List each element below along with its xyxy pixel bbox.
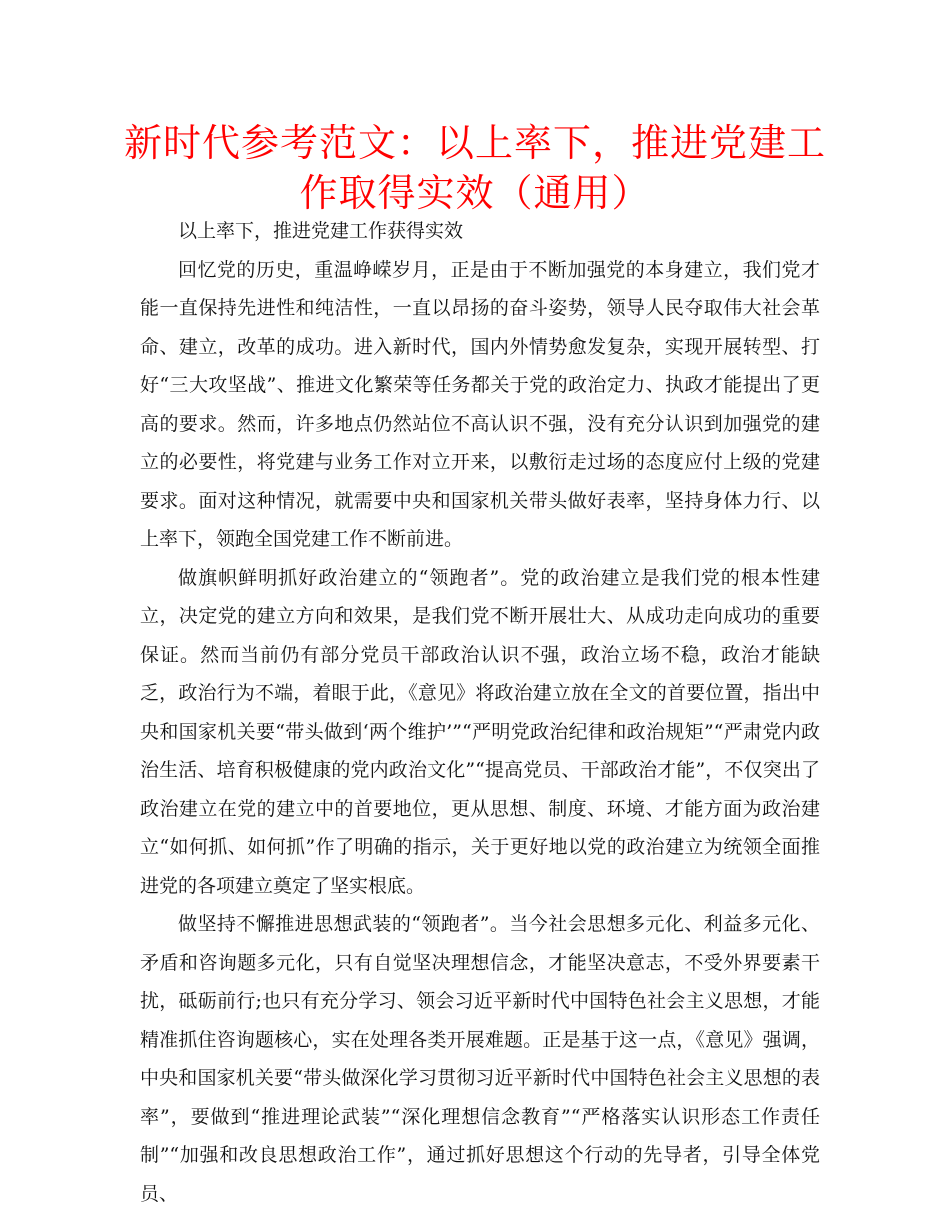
body-paragraph: 回忆党的历史，重温峥嵘岁月，正是由于不断加强党的本身建立，我们党才能一直保持先进性和纯洁性，一直以昂扬的奋斗姿势，领导人民夺取伟大社会革命、建立，改革的成功。进入新时代，国内外情势愈发复杂，实现开展转型、打好“三大攻坚战”、推进文化繁荣等任务都关于党的政治定力、执政才能提出了更高的要求。然而，许多地点仍然站位不高认识不强，没有充分认识到加强党的建立的必要性，将党建与业务工作对立开来，以敷衍走过场的态度应付上级的党建要求。面对这种情况，就需要中央和国家机关带头做好表率，坚持身体力行、以上率下，领跑全国党建工作不断前进。 — [140, 258, 820, 550]
document-title: 新时代参考范文：以上率下，推进党建工作取得实效（通用） — [123, 121, 826, 215]
body-paragraph: 做坚持不懈推进思想武装的“领跑者”。当今社会思想多元化、利益多元化、矛盾和咨询题多元化，只有自觉坚决理想信念，才能坚决意志，不受外界要素干扰，砥砺前行;也只有充分学习、领会习近平新时代中国特色社会主义思想，才能精准抓住咨询题核心，实在处理各类开展难题。正是基于这一点，《意见》强调，中央和国家机关要“带头做深化学习贯彻习近平新时代中国特色社会主义思想的表率”，要做到“推进理论武装”“深化理想信念教育”“严格落实认识形态工作责任制”“加强和改良思想政治工作”，通过抓好思想这个行动的先导者，引导全体党员、 — [140, 913, 820, 1205]
document-subtitle: 以上率下，推进党建工作获得实效 — [178, 220, 464, 242]
body-paragraph: 做旗帜鲜明抓好政治建立的“领跑者”。党的政治建立是我们党的根本性建立，决定党的建立方向和效果，是我们党不断开展壮大、从成功走向成功的重要保证。然而当前仍有部分党员干部政治认识不强，政治立场不稳，政治才能缺乏，政治行为不端，着眼于此，《意见》将政治建立放在全文的首要位置，指出中央和国家机关要“带头做到‘两个维护’”“严明党政治纪律和政治规矩”“严肃党内政治生活、培育积极健康的党内政治文化”“提高党员、干部政治才能”，不仅突出了政治建立在党的建立中的首要地位，更从思想、制度、环境、才能方面为政治建立“如何抓、如何抓”作了明确的指示，关于更好地以党的政治建立为统领全面推进党的各项建立奠定了坚实根底。 — [140, 566, 820, 897]
document-body — [140, 212, 820, 1213]
